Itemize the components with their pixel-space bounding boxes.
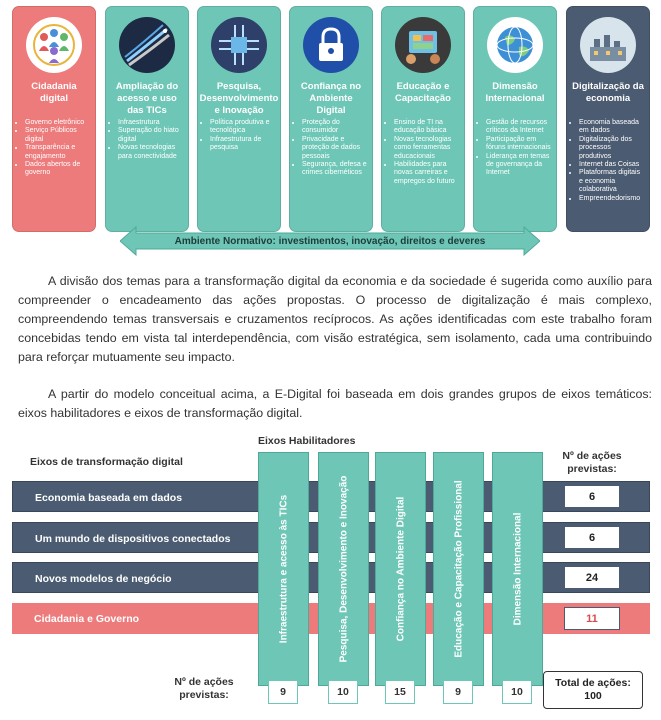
col-label: Infraestrutura e acesso às TICs xyxy=(278,494,289,644)
list-item: • Economia baseada em dados xyxy=(579,119,645,136)
factory-icon xyxy=(580,17,636,73)
card-cidadania-digital xyxy=(12,6,96,232)
globe-icon xyxy=(487,17,543,73)
total-value: 100 xyxy=(584,690,602,702)
list-item: • Habilidades para novas carreiras e empregos do futuro xyxy=(394,161,460,186)
card-educacao xyxy=(381,6,465,232)
card-list xyxy=(17,119,91,178)
col-count: 9 xyxy=(443,680,473,704)
cables-icon xyxy=(119,17,175,73)
col-label: Educação e Capacitação Profissional xyxy=(453,480,464,658)
paragraph-1: A divisão dos temas para a transformação digital da economia e da sociedade é sugerida como auxílio para compreender o encadeamento das ações propostas. O processo de digitalização é mais complexo, compreendendo temas transversais e cruzamentos recíprocos. As ações identificadas com este trabalho foram concebidas tendo em vista tal interdependência, com visão estratégica, sem isolamento, cada uma contribuindo para reforçar mutuamente seu impacto. xyxy=(18,274,652,364)
card-title: Ampliação do acesso e uso das TICs xyxy=(115,81,179,116)
list-item: • Transparência e engajamento xyxy=(25,144,91,161)
list-item: • Segurança, defesa e crimes cibernéticos xyxy=(302,161,368,178)
card-ampliacao-acesso xyxy=(105,6,189,232)
list-item: • Internet das Coisas xyxy=(579,161,645,169)
circuit-icon xyxy=(211,17,267,73)
card-title: Digitalização da economia xyxy=(572,81,644,104)
list-item: • Proteção do consumidor xyxy=(302,119,368,136)
row-label: Novos modelos de negócio xyxy=(35,572,172,585)
card-list xyxy=(294,119,368,178)
row-label: Cidadania e Governo xyxy=(34,612,140,625)
list-item: • Gestão de recursos críticos da Internet xyxy=(486,119,552,136)
row-count: 6 xyxy=(564,526,620,549)
total-box xyxy=(543,671,643,709)
list-item: • Participação em fóruns internacionais xyxy=(486,136,552,153)
card-digitalizacao-economia xyxy=(566,6,650,232)
list-item: • Novas tecnologias como ferramentas educacionais xyxy=(394,136,460,161)
col-label: Pesquisa, Desenvolvimento e Inovação xyxy=(338,475,349,663)
col-pesquisa xyxy=(318,452,369,686)
row-count: 24 xyxy=(564,566,620,589)
col-label: Dimensão Internacional xyxy=(512,512,523,626)
card-confianca xyxy=(289,6,373,232)
row-label: Economia baseada em dados xyxy=(35,491,183,504)
eixos-transformacao-title: Eixos de transformação digital xyxy=(30,456,183,468)
list-item: • Infraestrutura xyxy=(118,119,184,127)
card-title: Dimensão Internacional xyxy=(485,81,545,104)
eixos-habilitadores-title: Eixos Habilitadores xyxy=(258,435,356,447)
card-title: Pesquisa, Desenvolvimento e Inovação xyxy=(199,81,279,116)
people-icon xyxy=(26,17,82,73)
list-item: • Superação do hiato digital xyxy=(118,127,184,144)
list-item: • Plataformas digitais e economia colaborativa xyxy=(579,169,645,194)
list-item: • Dados abertos de governo xyxy=(25,161,91,178)
ambiente-normativo-arrow xyxy=(120,226,540,256)
list-item: • Digitalização dos processos produtivos xyxy=(579,136,645,161)
card-title: Cidadania digital xyxy=(31,81,77,104)
paragraph-2: A partir do modelo conceitual acima, a E-Digital foi baseada em dois grandes grupos de eixos temáticos: eixos habilitadores e eixos de transformação digital. xyxy=(18,387,652,420)
list-item: • Serviço Públicos digital xyxy=(25,127,91,144)
col-dimensao xyxy=(492,452,543,686)
col-count: 10 xyxy=(502,680,532,704)
list-item: • Novas tecnologias para conectividade xyxy=(118,144,184,161)
list-item: • Ensino de TI na educação básica xyxy=(394,119,460,136)
col-confianca xyxy=(375,452,426,686)
col-count-label: Nº de ações previstas: xyxy=(174,676,234,701)
row-count: 11 xyxy=(564,607,620,630)
card-list xyxy=(202,119,276,153)
row-count-header: Nº de ações previstas: xyxy=(562,450,622,475)
tablet-icon xyxy=(395,17,451,73)
card-list xyxy=(110,119,184,161)
row-label: Um mundo de dispositivos conectados xyxy=(35,532,231,545)
card-title: Educação e Capacitação xyxy=(395,81,451,104)
row-count: 6 xyxy=(564,485,620,508)
card-pesquisa xyxy=(197,6,281,232)
col-count: 15 xyxy=(385,680,415,704)
col-count: 9 xyxy=(268,680,298,704)
card-list xyxy=(478,119,552,178)
lock-icon xyxy=(303,17,359,73)
list-item: • Política produtiva e tecnológica xyxy=(210,119,276,136)
card-list xyxy=(386,119,460,186)
col-count: 10 xyxy=(328,680,358,704)
arrow-label: Ambiente Normativo: investimentos, inovação, direitos e deveres xyxy=(174,235,486,247)
col-educacao xyxy=(433,452,484,686)
list-item: • Empreendedorismo xyxy=(579,195,645,203)
list-item: • Infraestrutura de pesquisa xyxy=(210,136,276,153)
total-label: Total de ações: xyxy=(555,677,631,689)
list-item: • Privacidade e proteção de dados pessoais xyxy=(302,136,368,161)
card-list xyxy=(571,119,645,203)
card-title: Confiança no Ambiente Digital xyxy=(300,81,362,116)
col-label: Confiança no Ambiente Digital xyxy=(395,496,406,642)
card-dimensao-internacional xyxy=(473,6,557,232)
list-item: • Governo eletrônico xyxy=(25,119,91,127)
col-infraestrutura xyxy=(258,452,309,686)
list-item: • Liderança em temas de governança da Internet xyxy=(486,153,552,178)
